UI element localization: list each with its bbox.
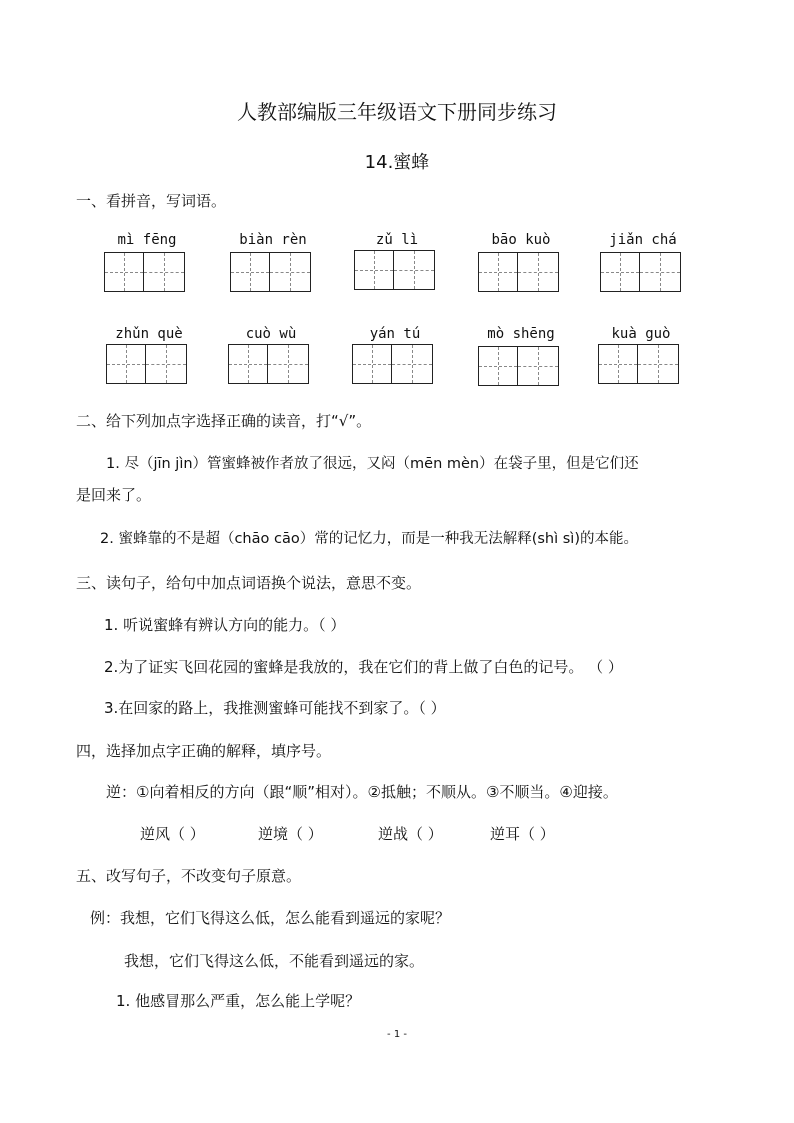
writing-grid[interactable] xyxy=(106,344,192,384)
question-text: 是回来了。 xyxy=(76,486,152,504)
section5-heading: 五、改写句子，不改变句子原意。 xyxy=(76,867,302,885)
word-option: 逆耳（ ） xyxy=(490,825,555,843)
question-text: 3.在回家的路上，我推测蜜蜂可能找不到家了。（ ） xyxy=(104,699,446,717)
question-text: 2. 蜜蜂靠的不是超（chāo cāo）常的记忆力，而是一种我无法解释(shì sì)的本能。 xyxy=(100,531,638,547)
pinyin-item xyxy=(354,232,440,290)
section2-heading: 二、给下列加点字选择正确的读音，打“√”。 xyxy=(76,412,372,430)
pinyin-label: bāo kuò xyxy=(491,232,551,248)
writing-grid[interactable] xyxy=(104,252,190,292)
question-text: 1. 他感冒那么严重，怎么能上学呢？ xyxy=(116,992,361,1010)
section4-heading: 四，选择加点字正确的解释，填序号。 xyxy=(76,742,332,760)
example-text: 例：我想，它们飞得这么低，怎么能看到遥远的家呢？ xyxy=(90,909,451,927)
page-title: 人教部编版三年级语文下册同步练习 xyxy=(237,100,557,124)
question-text: 1. 尽（jīn jìn）管蜜蜂被作者放了很远，又闷（mēn mèn）在袋子里，但是它们还 xyxy=(106,456,639,472)
pinyin-label: kuà guò xyxy=(611,326,671,342)
page-number: - 1 - xyxy=(387,1029,407,1040)
writing-grid[interactable] xyxy=(598,344,684,384)
example-answer: 我想，它们飞得这么低，不能看到遥远的家。 xyxy=(124,952,425,970)
pinyin-label: cuò wù xyxy=(245,326,297,342)
writing-grid[interactable] xyxy=(478,252,564,292)
writing-grid[interactable] xyxy=(352,344,438,384)
writing-grid[interactable] xyxy=(228,344,314,384)
pinyin-label: jiǎn chá xyxy=(609,232,677,248)
pinyin-item xyxy=(228,326,314,384)
pinyin-label: mì fēng xyxy=(117,232,177,248)
word-option: 逆风（ ） xyxy=(140,825,205,843)
word-option: 逆战（ ） xyxy=(378,825,443,843)
pinyin-item xyxy=(352,326,438,384)
pinyin-label: yán tú xyxy=(369,326,421,342)
question-text: 1. 听说蜜蜂有辨认方向的能力。（ ） xyxy=(104,616,346,634)
lesson-title: 14.蜜蜂 xyxy=(364,152,430,173)
pinyin-item xyxy=(598,326,684,384)
writing-grid[interactable] xyxy=(478,346,564,386)
pinyin-item xyxy=(104,232,190,292)
question-text: 2.为了证实飞回花园的蜜蜂是我放的，我在它们的背上做了白色的记号。 （ ） xyxy=(104,658,623,676)
pinyin-item xyxy=(600,232,686,292)
word-option: 逆境（ ） xyxy=(258,825,323,843)
writing-grid[interactable] xyxy=(354,250,440,290)
pinyin-label: mò shēng xyxy=(487,326,555,342)
section1-heading: 一、看拼音，写词语。 xyxy=(76,192,227,210)
definition-text: 逆：①向着相反的方向（跟“顺”相对）。②抵触；不顺从。③不顺当。④迎接。 xyxy=(106,783,618,801)
writing-grid[interactable] xyxy=(600,252,686,292)
writing-grid[interactable] xyxy=(230,252,316,292)
pinyin-label: biàn rèn xyxy=(239,232,307,248)
section3-heading: 三、读句子，给句中加点词语换个说法，意思不变。 xyxy=(76,574,422,592)
pinyin-item xyxy=(106,326,192,384)
pinyin-label: zǔ lì xyxy=(375,232,419,248)
pinyin-label: zhǔn què xyxy=(115,326,183,342)
pinyin-item xyxy=(230,232,316,292)
pinyin-item xyxy=(478,232,564,292)
pinyin-item xyxy=(478,326,564,386)
